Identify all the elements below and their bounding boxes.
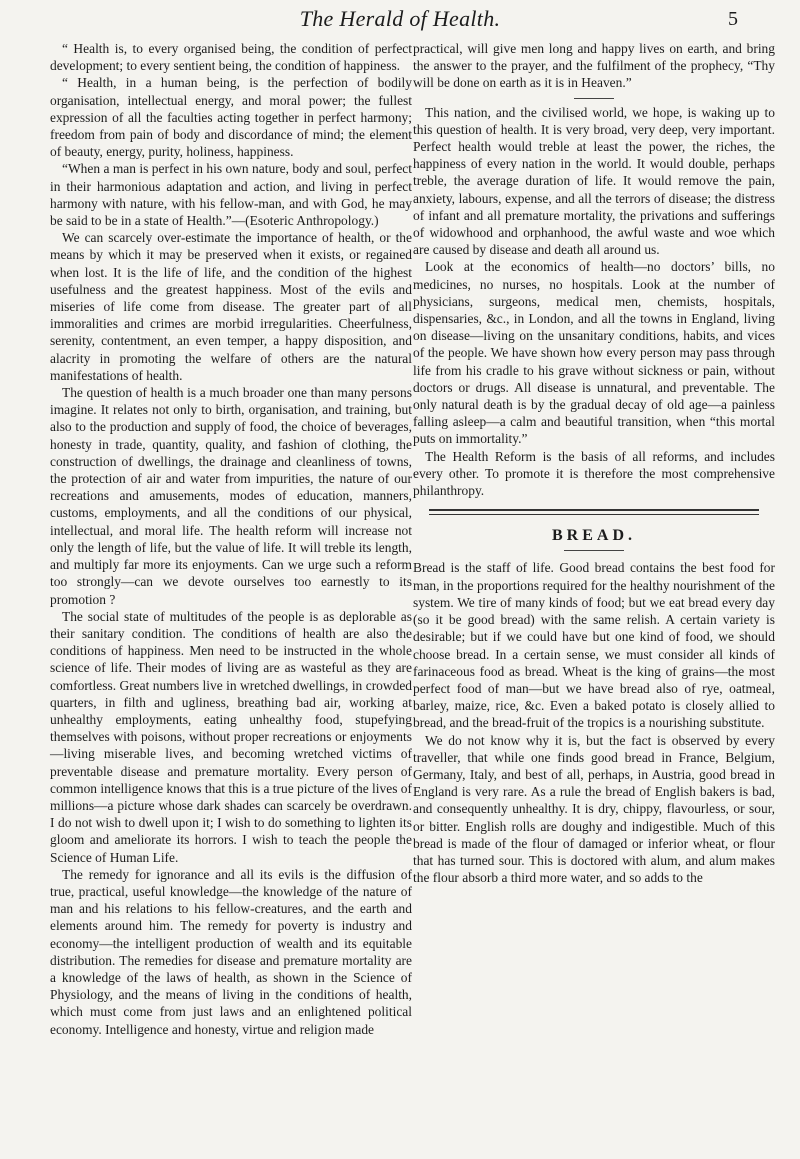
paragraph: “ Health, in a human being, is the perfection of bodily organisation, intellectual energy, and moral power; the fullest expression of all the faculties acting together in perfect harmony; freedom from pain of body and discordance of mind; the element of beauty, energy, purity, holiness, happiness. — [50, 75, 412, 160]
paragraph: The question of health is a much broader one than many persons imagine. It relates not only to birth, organisation, and training, but also to the production and supply of food, the choice of beverages, honesty in trade, quantity, quality, and fashion of clothing, the construction of dwellings, the drainage and cleanliness of towns, the protection of air and water from impurities, the nature of our recreations and amusements, modes of education, manners, customs, employments, and all the conditions of our physical, intellectual, and moral life. The health reform will increase not only the length of life, but the value of life. It will treble its length, and multiply far more its enjoyments. Can we urge such a reform too strongly—can we devote ourselves too earnestly to its promotion ? — [50, 385, 412, 607]
running-title: The Herald of Health. — [299, 6, 501, 31]
paragraph: “When a man is perfect in his own nature, body and soul, perfect in their harmonious adaptation and action, and living in perfect harmony with nature, with his fellow-man, and with God, he may be said to be in a state of Health.”—(Esoteric Anthropology.) — [50, 161, 412, 229]
paragraph: The social state of multitudes of the people is as deplorable as their sanitary condition. The conditions of health are also the conditions of happiness. Men need to be instructed in the whole science of life. Their modes of living are as wasteful as they are comfortless. Great numbers live in wretched dwellings, in crowded quarters, in filth and ugliness, breathing bad air, working at unhealthy employments, eating unhealthy food, stupefying themselves with poisons, without proper recreations or enjoyments—living miserable lives, and becoming wretched victims of preventable disease and premature mortality. Every person of common intelligence knows that this is a true picture of the lives of millions—a picture whose dark shades can scarcely be overdrawn. I do not wish to dwell upon it; I wish to do something to lighten its gloom and ameliorate its horrors. I wish to teach the people the Science of Human Life. — [50, 608, 412, 865]
paragraph: Look at the economics of health—no doctors’ bills, no medicines, no nurses, no hospitals. Look at the number of physicians, surgeons, medical men, chemists, hospitals, dispensaries, &c., in London, and all the towns in England, living on disease—living on the unsanitary conditions, habits, and vices of the people. We have shown how every person may pass through life from his cradle to his grave without sickness or pain, without doctors or drugs. All disease is unnatural, and preventable. The only natural death is by the gradual decay of old age—a painless falling asleep—a calm and beautiful transition, when “this mortal puts on immortality.” — [413, 259, 775, 447]
paragraph: Bread is the staff of life. Good bread contains the best food for man, in the proportions required for the healthy nourishment of the system. We tire of many kinds of food; but we eat bread every day (so it be good bread) with the same relish. A certain variety is desirable; but if we could have but one kind of food, we should choose bread. In a certain sense, we must consider all kinds of farinaceous food as bread. Wheat is the king of grains—the most perfect food of man—but we have bread also of rye, oatmeal, barley, maize, rice, &c. Even a baked potato is closely allied to bread, and the bread-fruit of the tropics is a nourishing substitute. — [413, 560, 775, 731]
page-header — [0, 0, 800, 40]
paragraph: The remedy for ignorance and all its evils is the diffusion of true, practical, useful knowledge—the knowledge of the nature of man and his relations to his fellow-creatures, and the earth and elements around him. The remedy for poverty is industry and economy—the intelligent production of wealth and its equitable distribution. The remedies for disease and premature mortality are a knowledge of the laws of health, as shown in the Science of Physiology, and the means of living in the conditions of health, which must come from just laws and an enlightened political economy. Intelligence and honesty, virtue and religion made — [50, 866, 412, 1037]
continuation-paragraph: practical, will give men long and happy lives on earth, and bring the answer to the prayer, and the fulfilment of the prophecy, “Thy will be done on earth as it is in Heaven.” — [413, 41, 775, 91]
paragraph: The Health Reform is the basis of all reforms, and includes every other. To promote it is therefore the most comprehensive philanthropy. — [413, 448, 775, 499]
paragraph: This nation, and the civilised world, we hope, is waking up to this question of health. It is very broad, very deep, very important. Perfect health would treble at least the power, the riches, the happiness of every nation in the world. It would double, perhaps treble, the average duration of life. It would remove the pain, anxiety, labours, expense, and all the terrors of disease; the distress of infant and all premature mortality, the privations and sufferings of widowhood and orphanhood, the awful waste and woe which are caused by disease and death all around us. — [413, 104, 775, 258]
paragraph: We can scarcely over-estimate the importance of health, or the means by which it may be preserved when it exists, or regained when lost. It is the life of life, and the condition of the highest usefulness and the greatest happiness. Most of the evils and miseries of life come from disease. The greater part of all immoralities and crimes are morbid irregularities. Cheerfulness, serenity, contentment, an even temper, a happy disposition, and alacrity in promoting the welfare of others are the natural manifestations of health. — [50, 230, 412, 383]
section-divider — [574, 98, 614, 99]
heading-underline — [564, 550, 624, 551]
section-heading-bread: BREAD. — [551, 527, 636, 545]
right-column — [413, 40, 775, 886]
paragraph: We do not know why it is, but the fact is observed by every traveller, that while one finds good bread in France, Belgium, Germany, Italy, and best of all, perhaps, in Austria, good bread in England is very rare. As a rule the bread of English bakers is bad, and consequently unhealthy. It is dry, chippy, flavourless, or sour, or bitter. English rolls are doughy and indigestible. Much of this bread is made of the flour of damaged or inferior wheat, or flour that has turned sour. This is doctored with alum, and alum makes the flour absorb a third more water, and so adds to the — [413, 732, 775, 886]
left-column — [50, 40, 412, 1038]
paragraph: “ Health is, to every organised being, the condition of perfect development; to every sentient being, the condition of happiness. — [50, 41, 412, 74]
double-rule-divider — [429, 509, 759, 515]
page-number: 5 — [728, 8, 738, 30]
